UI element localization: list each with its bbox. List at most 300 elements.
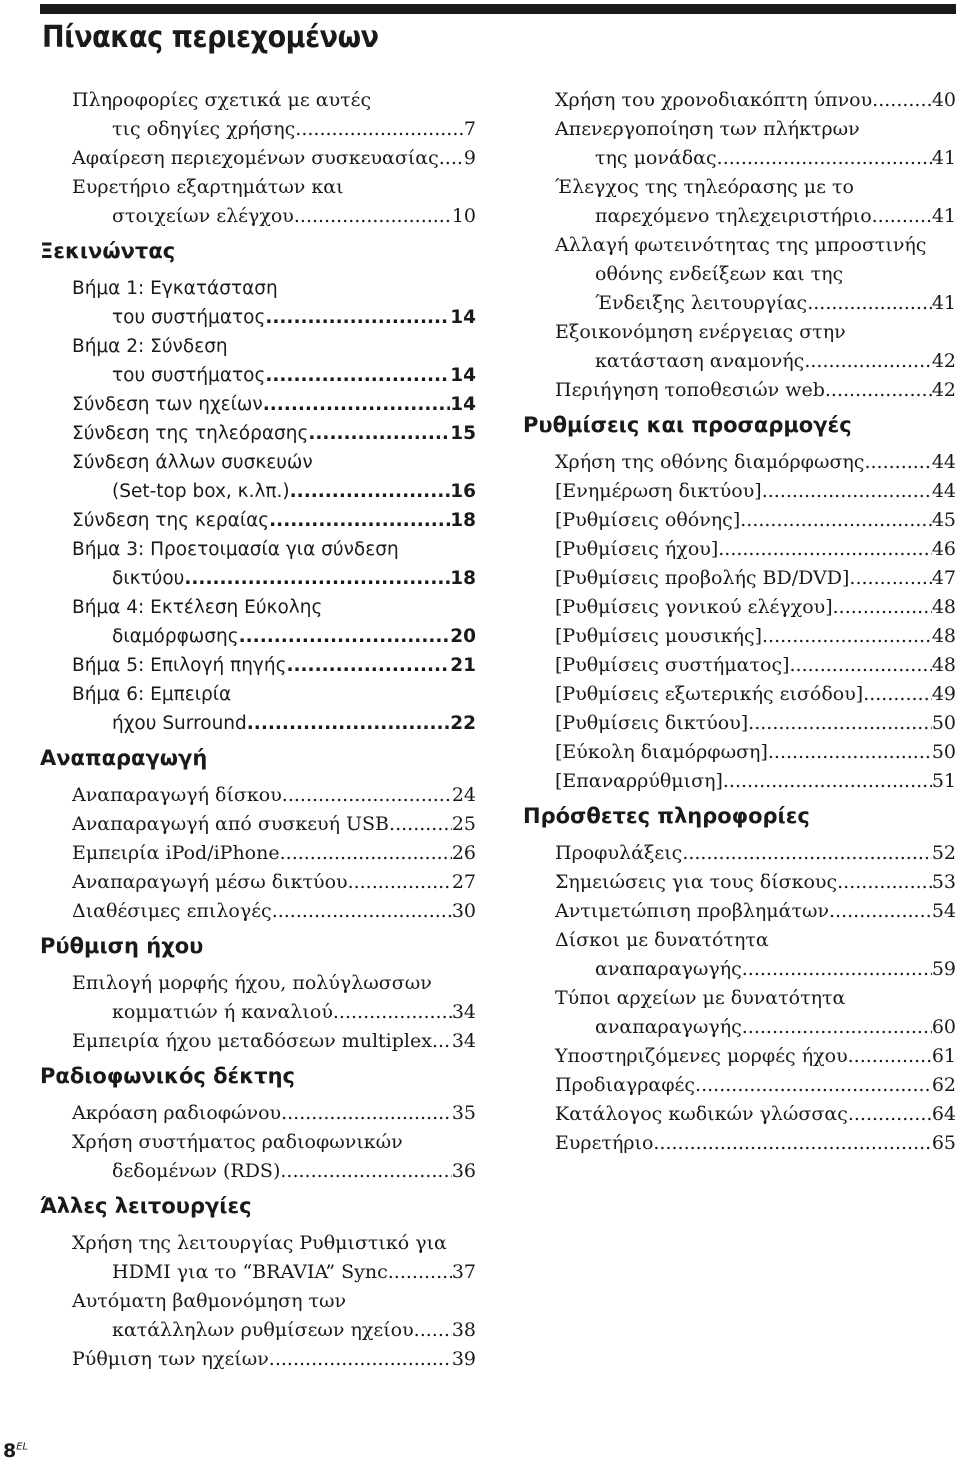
toc-entry-page: 9 (463, 147, 476, 169)
toc-entry-page: 22 (450, 713, 476, 734)
toc-entry[interactable] (523, 564, 956, 593)
toc-entry[interactable] (40, 680, 476, 738)
toc-entry[interactable] (40, 1128, 476, 1186)
toc-entry-last-line (555, 144, 956, 173)
toc-entry-text: Ακρόαση ραδιοφώνου (72, 1102, 282, 1124)
toc-entry[interactable] (40, 144, 476, 173)
toc-entry-page: 54 (931, 900, 956, 922)
toc-entry-page: 34 (451, 1001, 476, 1023)
dot-leader (265, 303, 450, 332)
toc-entry-text: [Ρυθμίσεις οθόνης] (555, 509, 741, 531)
toc-entry-text: Ένδειξης λειτουργίας (595, 292, 808, 314)
dot-leader (742, 1013, 932, 1042)
toc-entry-last-line (72, 868, 476, 897)
toc-entry[interactable] (40, 419, 476, 448)
toc-entry-page: 20 (450, 626, 476, 647)
toc-entry-page: 44 (931, 480, 956, 502)
toc-entry-text: Βήμα 4: Εκτέλεση Εύκολης (72, 597, 323, 618)
dot-leader (790, 651, 932, 680)
toc-entry-text: Σύνδεση της κεραίας (72, 510, 270, 531)
toc-group-settings (523, 448, 956, 796)
toc-entry-page: 25 (451, 813, 476, 835)
toc-entry-last-line (72, 709, 476, 738)
toc-entry[interactable] (40, 969, 476, 1027)
dot-leader (414, 1316, 452, 1345)
section-heading-additional: Πρόσθετες πληροφορίες (523, 804, 810, 828)
dot-leader (807, 289, 932, 318)
dot-leader (825, 376, 932, 405)
toc-entry-page: 48 (931, 625, 956, 647)
toc-entry-page: 35 (451, 1102, 476, 1124)
toc-entry[interactable] (40, 781, 476, 810)
toc-entry[interactable] (523, 767, 956, 796)
toc-entry-last-line (72, 361, 476, 390)
toc-entry-text: Βήμα 3: Προετοιμασία για σύνδεση (72, 539, 399, 560)
toc-entry[interactable] (523, 1071, 956, 1100)
toc-entry[interactable] (523, 231, 956, 318)
toc-entry-last-line (555, 622, 956, 651)
toc-left-column (40, 86, 476, 1374)
dot-leader (308, 419, 450, 448)
toc-entry-last-line (555, 651, 956, 680)
header-rule (40, 4, 956, 14)
toc-entry-text: Σύνδεση άλλων συσκευών (72, 452, 313, 473)
toc-entry[interactable] (523, 984, 956, 1042)
toc-entry[interactable] (40, 332, 476, 390)
page-title: Πίνακας περιεχομένων (42, 20, 379, 55)
toc-entry[interactable] (523, 1042, 956, 1071)
dot-leader (718, 535, 932, 564)
toc-entry-text: [Ρυθμίσεις μουσικής] (555, 625, 762, 647)
dot-leader (717, 144, 932, 173)
dot-leader (432, 1027, 452, 1056)
toc-entry-last-line (72, 1345, 476, 1374)
toc-entry-page: 36 (451, 1160, 476, 1182)
toc-entry-text: του συστήματος (112, 307, 266, 328)
toc-entry[interactable] (523, 651, 956, 680)
toc-entry-text: κατάσταση αναμονής (595, 350, 805, 372)
dot-leader (837, 868, 932, 897)
toc-entry[interactable] (523, 839, 956, 868)
toc-entry-text: [Ρυθμίσεις εξωτερικής εισόδου] (555, 683, 864, 705)
toc-entry-page: 61 (931, 1045, 956, 1067)
toc-entry-last-line (555, 868, 956, 897)
toc-entry-text: δικτύου (112, 568, 185, 589)
dot-leader (333, 998, 452, 1027)
toc-entry[interactable] (40, 173, 476, 231)
toc-entry-text: Βήμα 1: Εγκατάσταση (72, 278, 278, 299)
dot-leader (295, 115, 464, 144)
toc-entry-page: 14 (450, 394, 476, 415)
toc-entry[interactable] (40, 535, 476, 593)
toc-entry-page: 64 (931, 1103, 956, 1125)
toc-entry[interactable] (40, 1099, 476, 1128)
toc-entry-page: 48 (931, 654, 956, 676)
toc-entry-text: Χρήση του χρονοδιακόπτη ύπνου (555, 89, 873, 111)
toc-group-sound (40, 969, 476, 1056)
toc-entry-page: 42 (931, 379, 956, 401)
toc-entry[interactable] (523, 1100, 956, 1129)
dot-leader (265, 361, 450, 390)
toc-entry-text: [Ενημέρωση δικτύου] (555, 480, 762, 502)
toc-entry-last-line (555, 1071, 956, 1100)
toc-entry-text: δεδομένων (RDS) (112, 1160, 281, 1182)
dot-leader (682, 839, 932, 868)
toc-entry-last-line (555, 564, 956, 593)
toc-entry-text: παρεχόμενο τηλεχειριστήριο (595, 205, 872, 227)
toc-entry-text: στοιχείων ελέγχου (112, 205, 294, 227)
toc-entry-last-line (555, 709, 956, 738)
toc-entry-page: 45 (931, 509, 956, 531)
toc-entry-page: 34 (451, 1030, 476, 1052)
toc-entry-last-line (72, 115, 476, 144)
toc-entry-page: 16 (450, 481, 476, 502)
toc-entry-last-line (555, 897, 956, 926)
toc-entry-page: 10 (451, 205, 476, 227)
toc-entry[interactable] (40, 1345, 476, 1374)
toc-entry-text: Υποστηριζόμενες μορφές ήχου (555, 1045, 848, 1067)
toc-entry-text: Χρήση της λειτουργίας Ρυθμιστικό για (72, 1232, 447, 1254)
section-heading-sound: Ρύθμιση ήχου (40, 934, 204, 958)
toc-entry[interactable] (523, 376, 956, 405)
dot-leader (762, 622, 932, 651)
dot-leader (740, 506, 932, 535)
dot-leader (263, 390, 451, 419)
page-number (3, 1440, 28, 1462)
dot-leader (748, 709, 932, 738)
toc-entry-text: αναπαραγωγής (595, 958, 742, 980)
toc-entry-last-line (72, 564, 476, 593)
toc-entry[interactable] (523, 897, 956, 926)
dot-leader (833, 593, 932, 622)
toc-entry-last-line (72, 839, 476, 868)
toc-group-playback (40, 781, 476, 926)
section-heading-other: Άλλες λειτουργίες (40, 1194, 252, 1218)
toc-entry-last-line (555, 506, 956, 535)
dot-leader (723, 767, 932, 796)
toc-entry-last-line (72, 1099, 476, 1128)
toc-entry[interactable] (40, 593, 476, 651)
toc-entry[interactable] (40, 1287, 476, 1345)
toc-entry-last-line (72, 419, 476, 448)
dot-leader (829, 897, 932, 926)
toc-entry-text: Χρήση συστήματος ραδιοφωνικών (72, 1131, 403, 1153)
toc-group-radio (40, 1099, 476, 1186)
section-heading-getting-started: Ξεκινώντας (40, 239, 176, 263)
toc-entry-text: Επιλογή μορφής ήχου, πολύγλωσσων (72, 972, 432, 994)
toc-entry[interactable] (40, 897, 476, 926)
section-heading-playback: Αναπαραγωγή (40, 746, 208, 770)
toc-entry-text: Κατάλογος κωδικών γλώσσας (555, 1103, 848, 1125)
toc-entry-last-line (72, 781, 476, 810)
toc-entry-page: 18 (450, 510, 476, 531)
toc-entry-last-line (72, 144, 476, 173)
dot-leader (872, 202, 932, 231)
toc-entry-page: 62 (931, 1074, 956, 1096)
toc-entry-text: Ευρετήριο εξαρτημάτων και (72, 176, 344, 198)
toc-entry[interactable] (40, 810, 476, 839)
dot-leader (762, 477, 932, 506)
toc-group-intro-left (40, 86, 476, 231)
toc-entry[interactable] (523, 115, 956, 173)
toc-entry-last-line (72, 1157, 476, 1186)
toc-entry-page: 38 (451, 1319, 476, 1341)
toc-entry[interactable] (523, 868, 956, 897)
toc-entry[interactable] (40, 506, 476, 535)
dot-leader (184, 564, 450, 593)
toc-entry-page: 18 (450, 568, 476, 589)
dot-leader (695, 1071, 932, 1100)
toc-entry-text: [Ρυθμίσεις προβολής BD/DVD] (555, 567, 850, 589)
toc-entry-last-line (555, 955, 956, 984)
toc-entry[interactable] (40, 1229, 476, 1287)
toc-entry-text: [Ρυθμίσεις δικτύου] (555, 712, 749, 734)
dot-leader (280, 1157, 451, 1186)
dot-leader (247, 709, 450, 738)
dot-leader (849, 564, 931, 593)
toc-entry-page: 53 (931, 871, 956, 893)
toc-entry-page: 40 (931, 89, 956, 111)
toc-entry-page: 44 (931, 451, 956, 473)
toc-entry-page: 26 (451, 842, 476, 864)
toc-entry-text: Αυτόματη βαθμονόμηση των (72, 1290, 347, 1312)
toc-entry-last-line (72, 1027, 476, 1056)
dot-leader (848, 1100, 932, 1129)
dot-leader (864, 448, 931, 477)
toc-entry-last-line (555, 289, 956, 318)
toc-entry[interactable] (523, 477, 956, 506)
toc-entry-text: [Εύκολη διαμόρφωση] (555, 741, 768, 763)
toc-entry-text: Προφυλάξεις (555, 842, 683, 864)
dot-leader (439, 144, 464, 173)
toc-entry-last-line (555, 448, 956, 477)
toc-entry-text: Περιήγηση τοποθεσιών web (555, 379, 825, 401)
toc-entry-last-line (72, 897, 476, 926)
toc-entry-text: HDMI για το “BRAVIA” Sync (112, 1261, 388, 1283)
toc-group-additional (523, 839, 956, 1158)
toc-entry[interactable] (523, 680, 956, 709)
toc-entry-page: 14 (450, 365, 476, 386)
toc-entry-text: Διαθέσιμες επιλογές (72, 900, 272, 922)
toc-entry[interactable] (40, 1027, 476, 1056)
toc-entry-text: του συστήματος (112, 365, 266, 386)
dot-leader (282, 781, 452, 810)
toc-entry-page: 24 (451, 784, 476, 806)
toc-entry-text: Αντιμετώπιση προβλημάτων (555, 900, 829, 922)
toc-entry[interactable] (40, 86, 476, 144)
toc-entry[interactable] (523, 506, 956, 535)
toc-entry-text: Αναπαραγωγή δίσκου (72, 784, 282, 806)
toc-entry-last-line (72, 622, 476, 651)
toc-entry-last-line (555, 202, 956, 231)
toc-entry[interactable] (523, 709, 956, 738)
toc-entry-text: (Set-top box, κ.λπ.) (112, 481, 290, 502)
toc-entry-last-line (72, 303, 476, 332)
toc-entry-last-line (555, 593, 956, 622)
toc-entry-last-line (555, 86, 956, 115)
toc-entry-text: Σημειώσεις για τους δίσκους (555, 871, 838, 893)
toc-entry-last-line (72, 1258, 476, 1287)
toc-group-other (40, 1229, 476, 1374)
toc-entry-page: 30 (451, 900, 476, 922)
toc-entry[interactable] (523, 318, 956, 376)
toc-entry-text: Αφαίρεση περιεχομένων συσκευασίας (72, 147, 439, 169)
toc-entry-text: οθόνης ενδείξεων και της (595, 263, 844, 285)
toc-entry-last-line (555, 477, 956, 506)
dot-leader (272, 897, 452, 926)
toc-entry-text: [Ρυθμίσεις συστήματος] (555, 654, 790, 676)
toc-entry-page: 15 (450, 423, 476, 444)
toc-entry-text: ήχου Surround (112, 713, 247, 734)
toc-entry-last-line (555, 347, 956, 376)
toc-entry[interactable] (40, 448, 476, 506)
toc-entry-text: Εξοικονόμηση ενέργειας στην (555, 321, 846, 343)
toc-entry-page: 39 (451, 1348, 476, 1370)
dot-leader (269, 506, 450, 535)
dot-leader (269, 1345, 452, 1374)
toc-entry-page: 37 (451, 1261, 476, 1283)
toc-entry-text: Εμπειρία ήχου μεταδόσεων multiplex (72, 1030, 432, 1052)
toc-entry-page: 42 (931, 350, 956, 372)
toc-entry-last-line (72, 477, 476, 506)
toc-entry-last-line (555, 839, 956, 868)
dot-leader (389, 810, 452, 839)
toc-entry-last-line (555, 1042, 956, 1071)
dot-leader (280, 839, 452, 868)
toc-entry-text: Δίσκοι με δυνατότητα (555, 929, 769, 951)
toc-entry[interactable] (523, 738, 956, 767)
dot-leader (653, 1129, 931, 1158)
toc-entry-page: 50 (931, 712, 956, 734)
toc-entry-page: 51 (931, 770, 956, 792)
dot-leader (294, 202, 452, 231)
toc-entry-page: 7 (463, 118, 476, 140)
toc-entry-last-line (72, 810, 476, 839)
toc-entry-text: Έλεγχος της τηλεόρασης με το (555, 176, 854, 198)
toc-entry-text: Ευρετήριο (555, 1132, 654, 1154)
toc-entry-page: 52 (931, 842, 956, 864)
toc-entry[interactable] (40, 651, 476, 680)
toc-entry-text: Προδιαγραφές (555, 1074, 696, 1096)
toc-entry-page: 14 (450, 307, 476, 328)
toc-entry-text: Εμπειρία iPod/iPhone (72, 842, 280, 864)
dot-leader (239, 622, 451, 651)
dot-leader (848, 1042, 932, 1071)
toc-entry-text: διαμόρφωσης (112, 626, 239, 647)
toc-entry-text: Βήμα 2: Σύνδεση (72, 336, 228, 357)
toc-entry[interactable] (523, 86, 956, 115)
toc-entry-page: 60 (931, 1016, 956, 1038)
toc-entry-page: 50 (931, 741, 956, 763)
section-heading-settings: Ρυθμίσεις και προσαρμογές (523, 413, 852, 437)
toc-entry-page: 21 (450, 655, 476, 676)
toc-group-intro-right (523, 86, 956, 405)
toc-entry-page: 65 (931, 1132, 956, 1154)
toc-entry-page: 49 (931, 683, 956, 705)
toc-entry-text: Βήμα 5: Επιλογή πηγής (72, 655, 287, 676)
toc-entry[interactable] (523, 622, 956, 651)
toc-entry-text: της μονάδας (595, 147, 717, 169)
toc-entry-text: Πληροφορίες σχετικά με αυτές (72, 89, 372, 111)
toc-entry-last-line (555, 535, 956, 564)
toc-entry-page: 48 (931, 596, 956, 618)
toc-entry-text: Σύνδεση των ηχείων (72, 394, 263, 415)
toc-entry[interactable] (523, 535, 956, 564)
toc-entry-text: κατάλληλων ρυθμίσεων ηχείου (112, 1319, 414, 1341)
toc-entry-last-line (72, 202, 476, 231)
toc-entry[interactable] (40, 868, 476, 897)
toc-entry[interactable] (40, 274, 476, 332)
toc-entry-last-line (555, 680, 956, 709)
toc-entry-last-line (555, 1013, 956, 1042)
toc-entry-text: Αναπαραγωγή μέσω δικτύου (72, 871, 348, 893)
toc-entry-text: [Επαναρρύθμιση] (555, 770, 723, 792)
toc-entry-page: 41 (931, 147, 956, 169)
toc-entry-text: Βήμα 6: Εμπειρία (72, 684, 232, 705)
toc-entry[interactable] (523, 448, 956, 477)
toc-right-column (523, 86, 956, 1158)
page-number-value: 8 (3, 1440, 17, 1462)
dot-leader (804, 347, 931, 376)
dot-leader (742, 955, 932, 984)
toc-entry-text: τις οδηγίες χρήσης (112, 118, 296, 140)
toc-entry-last-line (72, 506, 476, 535)
toc-entry-text: Σύνδεση της τηλεόρασης (72, 423, 309, 444)
toc-entry-text: Ρύθμιση των ηχείων (72, 1348, 269, 1370)
toc-entry-last-line (555, 1129, 956, 1158)
toc-entry-text: [Ρυθμίσεις ήχου] (555, 538, 719, 560)
dot-leader (768, 738, 932, 767)
toc-entry-text: αναπαραγωγής (595, 1016, 742, 1038)
toc-entry[interactable] (523, 926, 956, 984)
toc-entry-page: 47 (931, 567, 956, 589)
toc-entry-last-line (72, 1316, 476, 1345)
toc-entry-last-line (555, 376, 956, 405)
toc-entry-page: 59 (931, 958, 956, 980)
toc-entry-page: 46 (931, 538, 956, 560)
toc-group-getting-started (40, 274, 476, 738)
dot-leader (348, 868, 452, 897)
toc-entry-text: κομματιών ή καναλιού (112, 1001, 333, 1023)
toc-entry-text: Απενεργοποίηση των πλήκτρων (555, 118, 860, 140)
toc-entry[interactable] (40, 839, 476, 868)
toc-entry[interactable] (523, 1129, 956, 1158)
dot-leader (388, 1258, 452, 1287)
toc-entry-last-line (555, 1100, 956, 1129)
toc-entry-last-line (72, 390, 476, 419)
dot-leader (286, 651, 450, 680)
toc-entry-last-line (72, 651, 476, 680)
toc-entry-last-line (72, 998, 476, 1027)
section-heading-radio: Ραδιοφωνικός δέκτης (40, 1064, 295, 1088)
toc-entry-text: Αλλαγή φωτεινότητας της μπροστινής (555, 234, 927, 256)
dot-leader (281, 1099, 452, 1128)
toc-entry[interactable] (40, 390, 476, 419)
toc-entry[interactable] (523, 173, 956, 231)
toc-entry-page: 27 (451, 871, 476, 893)
toc-entry-text: [Ρυθμίσεις γονικού ελέγχου] (555, 596, 833, 618)
toc-entry-text: Χρήση της οθόνης διαμόρφωσης (555, 451, 865, 473)
toc-entry-text: Τύποι αρχείων με δυνατότητα (555, 987, 846, 1009)
toc-entry-last-line (555, 767, 956, 796)
toc-entry[interactable] (523, 593, 956, 622)
dot-leader (863, 680, 932, 709)
dot-leader (290, 477, 451, 506)
dot-leader (872, 86, 932, 115)
toc-entry-last-line (555, 738, 956, 767)
toc-entry-page: 41 (931, 292, 956, 314)
page-language-code: EL (16, 1441, 29, 1453)
